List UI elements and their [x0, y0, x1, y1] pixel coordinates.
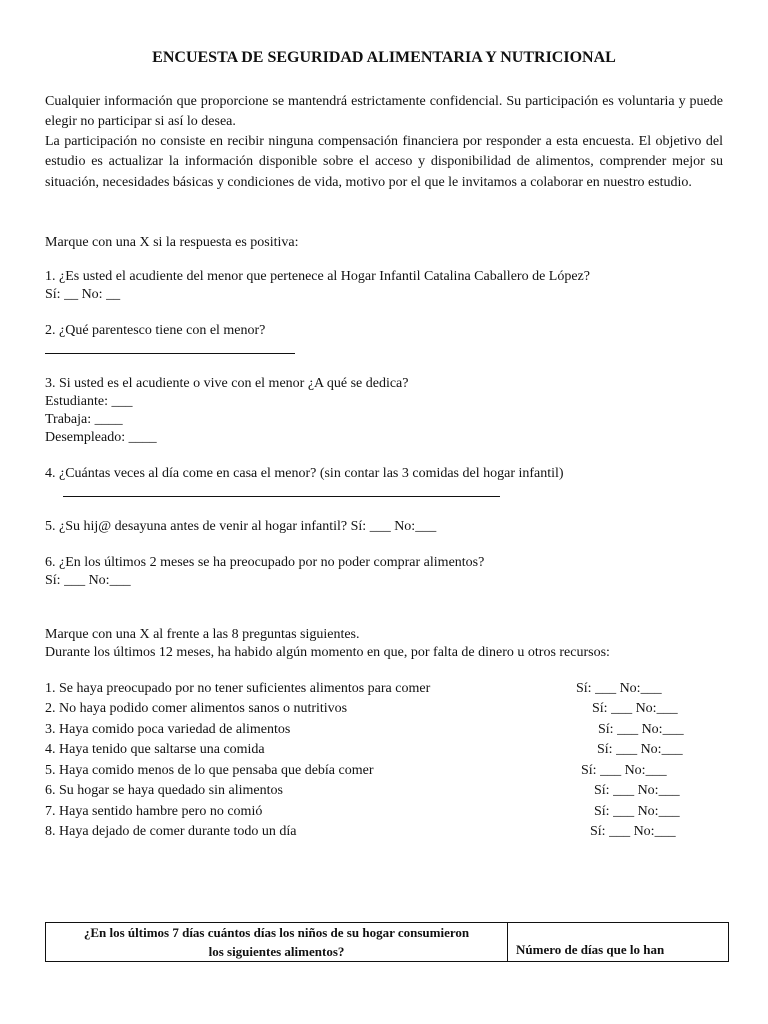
instruction-positive: Marque con una X si la respuesta es positiva: [45, 235, 299, 250]
question-2-answer-line[interactable] [45, 353, 295, 354]
question-3-option-student[interactable]: Estudiante: ___ [45, 394, 133, 409]
question-2: 2. ¿Qué parentesco tiene con el menor? [45, 323, 266, 338]
food-consumption-table [45, 922, 729, 962]
list-item-answer[interactable]: Sí: ___ No:___ [592, 701, 678, 716]
list-item: 8. Haya dejado de comer durante todo un día [45, 824, 297, 839]
list-item-answer[interactable]: Sí: ___ No:___ [594, 804, 680, 819]
question-3: 3. Si usted es el acudiente o vive con el menor ¿A qué se dedica? [45, 376, 409, 391]
intro-paragraph-1: Cualquier información que proporcione se mantendrá estrictamente confidencial. Su participación es voluntaria y puede elegir no participar si así lo desea. [45, 94, 723, 130]
question-3-option-works[interactable]: Trabaja: ____ [45, 412, 123, 427]
list-item: 7. Haya sentido hambre pero no comió [45, 804, 263, 819]
instruction-last-12-months: Durante los últimos 12 meses, ha habido algún momento en que, por falta de dinero u otros recursos: [45, 645, 610, 660]
list-item: 4. Haya tenido que saltarse una comida [45, 742, 265, 757]
list-item: 6. Su hogar se haya quedado sin alimentos [45, 783, 283, 798]
instruction-eight-questions: Marque con una X al frente a las 8 preguntas siguientes. [45, 627, 360, 642]
list-item-answer[interactable]: Sí: ___ No:___ [594, 783, 680, 798]
list-item: 1. Se haya preocupado por no tener suficientes alimentos para comer [45, 681, 431, 696]
question-4-answer-line[interactable] [63, 496, 500, 497]
list-item: 5. Haya comido menos de lo que pensaba que debía comer [45, 763, 374, 778]
question-4: 4. ¿Cuántas veces al día come en casa el menor? (sin contar las 3 comidas del hogar infantil) [45, 466, 564, 481]
question-6-answer[interactable]: Sí: ___ No:___ [45, 573, 131, 588]
list-item-answer[interactable]: Sí: ___ No:___ [576, 681, 662, 696]
list-item: 2. No haya podido comer alimentos sanos o nutritivos [45, 701, 348, 716]
question-1: 1. ¿Es usted el acudiente del menor que pertenece al Hogar Infantil Catalina Caballero de López? [45, 269, 590, 284]
list-item-answer[interactable]: Sí: ___ No:___ [598, 722, 684, 737]
table-header-days [508, 923, 728, 961]
question-3-option-unemployed[interactable]: Desempleado: ____ [45, 430, 157, 445]
question-1-answer[interactable]: Sí: __ No: __ [45, 287, 121, 302]
question-6: 6. ¿En los últimos 2 meses se ha preocupado por no poder comprar alimentos? [45, 555, 485, 570]
list-item-answer[interactable]: Sí: ___ No:___ [590, 824, 676, 839]
table-header-question [46, 923, 508, 961]
question-5[interactable]: 5. ¿Su hij@ desayuna antes de venir al hogar infantil? Sí: ___ No:___ [45, 519, 437, 534]
table-header-question-line-2: los siguientes alimentos? [208, 944, 345, 959]
intro-paragraph-2: La participación no consiste en recibir ninguna compensación financiera por responder a esta encuesta. El objetivo del estudio es actualizar la información disponible sobre el acceso y disponibilidad de alimentos, comprender mejor su situación, necesidades básicas y condiciones de vida, motivo por el que le invitamos a colaborar en nuestro estudio. [45, 134, 723, 190]
document-title: ENCUESTA DE SEGURIDAD ALIMENTARIA Y NUTRICIONAL [152, 49, 616, 66]
list-item: 3. Haya comido poca variedad de alimentos [45, 722, 291, 737]
list-item-answer[interactable]: Sí: ___ No:___ [581, 763, 667, 778]
list-item-answer[interactable]: Sí: ___ No:___ [597, 742, 683, 757]
table-header-days-label: Número de días que lo han [516, 942, 665, 957]
table-header-question-line-1: ¿En los últimos 7 días cuántos días los niños de su hogar consumieron [83, 925, 470, 940]
